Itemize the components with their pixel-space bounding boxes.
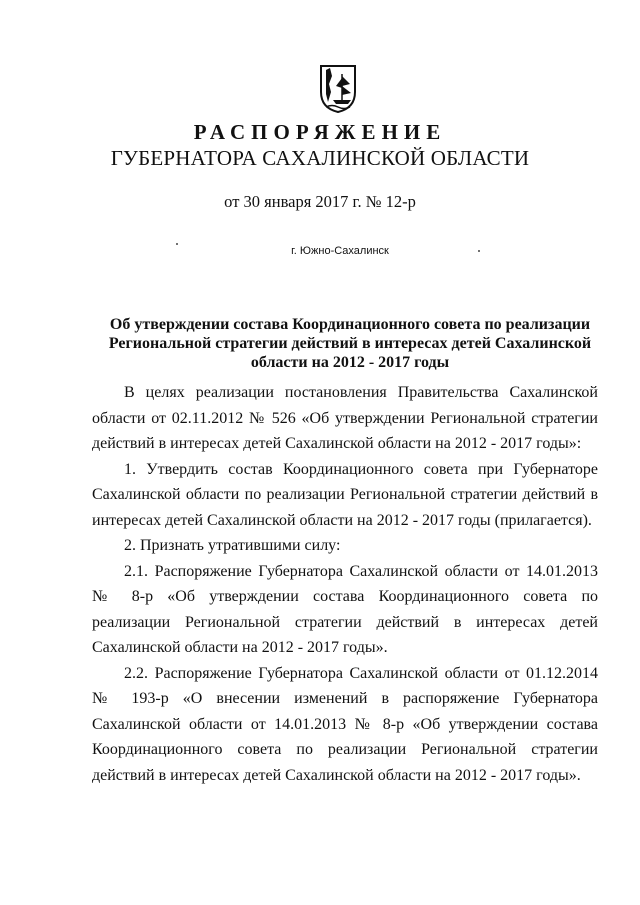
document-heading: РАСПОРЯЖЕНИЕ [193, 120, 447, 144]
document-city: г. Южно-Сахалинск [291, 245, 389, 257]
paragraph-item-2-2: 2.2. Распоряжение Губернатора Сахалинской области от 01.12.2014 № 193-р «О внесении изменений в распоряжение Губернатора Сахалинской области от 14.01.2013 № 8-р «Об утверждении состава Координационного совета по реализации Региональной стратегии действий в интересах детей Сахалинской области на 2012 - 2017 годы». [92, 664, 598, 784]
document-title: Об утверждении состава Координационного совета по реализации Региональной стратегии действий в интересах детей Сахалинской области на 2012 - 2017 годы [108, 316, 592, 371]
scan-speck [176, 243, 178, 245]
document-date: от 30 января 2017 г. № 12-р [224, 192, 416, 211]
document-body [92, 380, 598, 788]
scan-speck [478, 250, 480, 252]
paragraph-item-1: 1. Утвердить состав Координационного совета при Губернаторе Сахалинской области по реализации Региональной стратегии действий в интересах детей Сахалинской области на 2012 - 2017 годы (прилагается). [92, 460, 598, 529]
paragraph-item-2-1: 2.1. Распоряжение Губернатора Сахалинской области от 14.01.2013 № 8-р «Об утверждении состава Координационного совета по реализации Региональной стратегии действий в интересах детей Сахалинской области на 2012 - 2017 годы». [92, 562, 598, 656]
paragraph-item-2: 2. Признать утратившими силу: [124, 537, 341, 554]
coat-of-arms-icon [318, 62, 358, 114]
document-issuer: ГУБЕРНАТОРА САХАЛИНСКОЙ ОБЛАСТИ [110, 146, 530, 170]
paragraph-preamble: В целях реализации постановления Правительства Сахалинской области от 02.11.2012 № 526 «Об утверждении Региональной стратегии действий в интересах детей Сахалинской области на 2012 - 2017 годы»: [92, 384, 598, 452]
